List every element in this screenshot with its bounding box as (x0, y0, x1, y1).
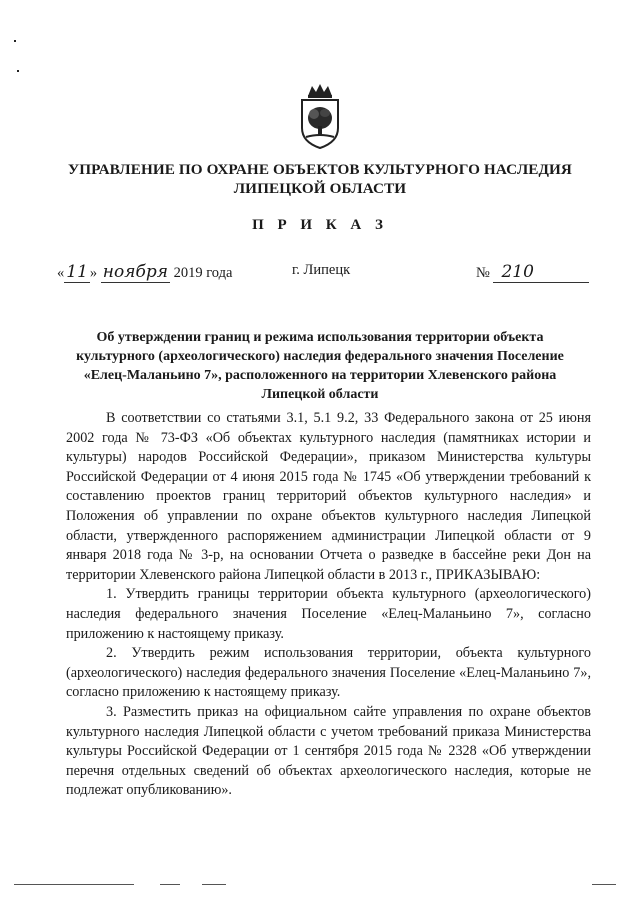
scan-artifact (592, 884, 616, 885)
organization-line: ЛИПЕЦКОЙ ОБЛАСТИ (233, 180, 407, 197)
date-year: 2019 года (173, 265, 233, 281)
document-type: П Р И К А З (252, 217, 388, 233)
document-number (476, 262, 589, 283)
number-value: 210 (493, 262, 589, 283)
document-date: « 11 » ноября 2019 года (57, 262, 233, 282)
order-item-1: 1. Утвердить границы территории объекта культурного (археологического) наследия федерального значения Поселение «Елец-Маланьино 7», согласно приложению к настоящему приказу. (66, 586, 591, 642)
document-city: г. Липецк (292, 262, 351, 278)
scan-artifact (160, 884, 180, 885)
title-line: «Елец-Маланьино 7», расположенного на территории Хлевенского района (83, 368, 557, 383)
organization-name (40, 160, 600, 198)
title-line: Об утверждении границ и режима использования территории объекта (96, 330, 544, 345)
title-line: Липецкой области (261, 387, 379, 402)
document-title (55, 328, 585, 404)
title-line: культурного (археологического) наследия федерального значения Поселение (76, 349, 564, 364)
preamble-paragraph: В соответствии со статьями 3.1, 5.1 9.2, 33 Федерального закона от 25 июня 2002 года № 73-ФЗ «Об объектах культурного наследия (памятниках истории и культуры) народов Российской Федерации», приказом Министерства культуры Российской Федерации от 4 июня 2015 года № 1745 «Об утверждении требований к составлению проектов границ территорий объектов культурного наследия» и Положения об управлении по охране объектов культурного наследия Липецкой области, утвержденного распоряжением администрации Липецкой области от 9 января 2018 года № 3-р, на основании Отчета о разведке в бассейне реки Дон на территории Хлевенского района Липецкой области в 2013 г., ПРИКАЗЫВАЮ: (66, 410, 591, 583)
coat-of-arms-icon (298, 84, 342, 150)
scan-artifact (14, 884, 134, 885)
number-label: № (476, 265, 490, 281)
scan-speck (17, 70, 19, 72)
organization-line: УПРАВЛЕНИЕ ПО ОХРАНЕ ОБЪЕКТОВ КУЛЬТУРНОГО НАСЛЕДИЯ (67, 161, 572, 178)
document-body (66, 409, 591, 801)
date-day: 11 (66, 262, 88, 282)
order-item-3: 3. Разместить приказ на официальном сайте управления по охране объектов культурного наследия Липецкой области с учетом требований приказа Министерства культуры Российской Федерации от 1 сентября 2015 года № 2328 «Об утверждении перечня отдельных сведений об объектах археологического наследия, которые не подлежат опубликованию». (66, 703, 591, 799)
order-item-2: 2. Утвердить режим использования территории, объекта культурного (археологического) наследия федерального значения Поселение «Елец-Маланьино 7», согласно приложению к настоящему приказу. (66, 645, 591, 701)
scan-speck (14, 40, 16, 42)
scan-artifact (202, 884, 226, 885)
date-month: ноября (102, 262, 168, 282)
